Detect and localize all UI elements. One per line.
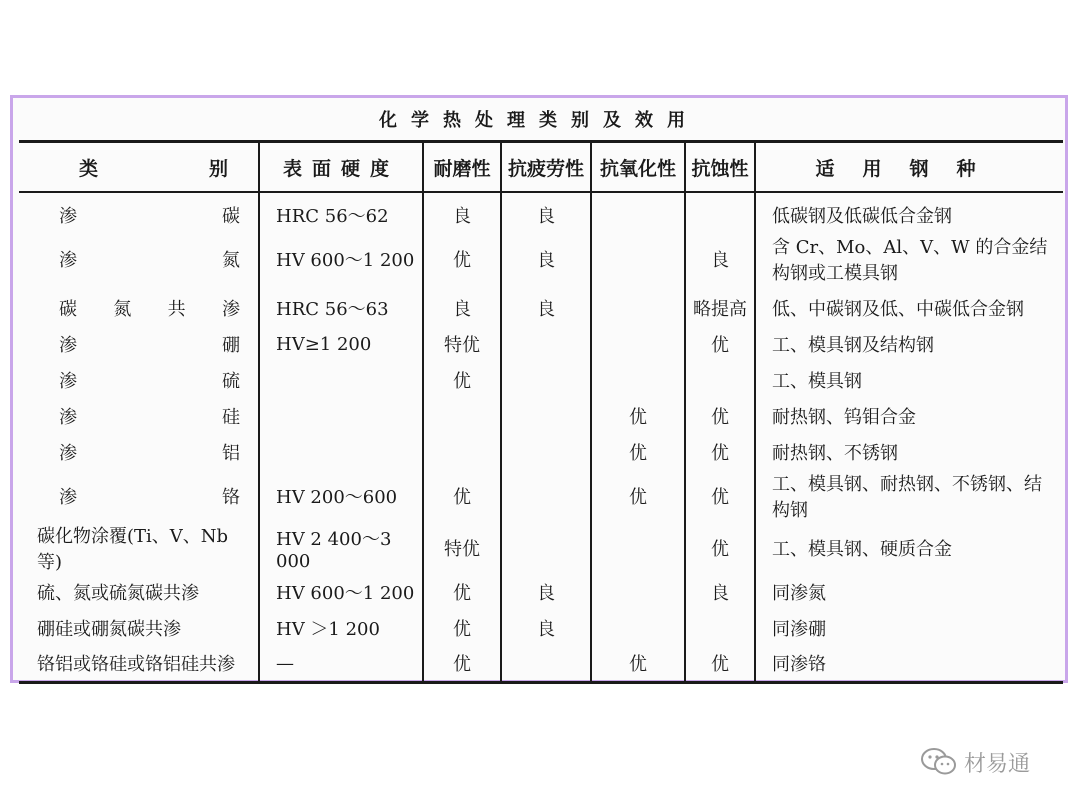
header-steel: 适用钢种 [755,142,1063,193]
cell-category: 碳化物涂覆(Ti、V、Nb等) [19,522,259,574]
watermark-text: 材易通 [964,751,1031,777]
cell-fatigue [501,326,591,362]
cell-oxidation [591,192,685,228]
cell-steel: 耐热钢、钨钼合金 [772,407,916,428]
cell-category: 渗铝 [19,434,259,470]
cell-oxidation: 优 [591,646,685,682]
cell-corrosion: 优 [685,398,755,434]
cell-corrosion [685,610,755,646]
header-oxidation: 抗氧化性 [591,142,685,193]
cell-wear: 良 [423,192,501,228]
cell-wear: 优 [423,610,501,646]
cell-steel: 含 Cr、Mo、Al、V、W 的合金结构钢或工模具钢 [772,237,1048,284]
cell-corrosion [685,362,755,398]
table-frame [10,95,1068,683]
cell-steel: 同渗硼 [772,619,826,640]
cell-wear: 优 [423,362,501,398]
cell-steel: 工、模具钢、耐热钢、不锈钢、结构钢 [772,474,1042,521]
cell-oxidation: 优 [591,398,685,434]
cell-hardness: HRC 56～62 [259,192,423,228]
cell-wear: 良 [423,290,501,326]
cell-wear [423,398,501,434]
cell-steel: 低碳钢及低碳低合金钢 [772,205,952,227]
cell-hardness [259,362,423,398]
cell-hardness: HRC 56～63 [259,290,423,326]
table-row [19,574,1063,610]
header-row [19,142,1063,193]
header-corrosion: 抗蚀性 [685,142,755,193]
header-wear: 耐磨性 [423,142,501,193]
cell-category: 渗硼 [19,326,259,362]
cell-category: 碳氮共渗 [19,290,259,326]
cell-corrosion [685,192,755,228]
cell-corrosion: 优 [685,646,755,682]
cell-corrosion: 略提高 [685,290,755,326]
cell-steel: 工、模具钢及结构钢 [772,335,934,356]
cell-corrosion: 良 [685,574,755,610]
cell-fatigue [501,362,591,398]
cell-wear: 优 [423,228,501,290]
cell-steel: 低、中碳钢及低、中碳低合金钢 [772,299,1024,320]
cell-steel: 耐热钢、不锈钢 [772,443,898,464]
cell-oxidation [591,326,685,362]
wechat-icon [920,747,958,777]
cell-wear [423,434,501,470]
cell-oxidation [591,610,685,646]
header-category: 类别 [19,142,259,193]
cell-hardness: HV 600～1 200 [259,228,423,290]
cell-fatigue [501,434,591,470]
cell-oxidation [591,522,685,574]
cell-hardness [259,434,423,470]
cell-wear: 特优 [423,522,501,574]
cell-fatigue [501,470,591,522]
cell-hardness: — [259,646,423,682]
table-row [19,522,1063,574]
cell-hardness: HV ＞1 200 [259,610,423,646]
cell-wear: 特优 [423,326,501,362]
cell-corrosion: 优 [685,434,755,470]
cell-wear: 优 [423,470,501,522]
cell-hardness [259,398,423,434]
cell-category: 硫、氮或硫氮碳共渗 [19,574,259,610]
cell-fatigue: 良 [501,574,591,610]
cell-corrosion: 良 [685,228,755,290]
cell-steel: 同渗氮 [772,583,826,604]
table-row [19,470,1063,522]
cell-category: 渗碳 [19,192,259,228]
cell-oxidation: 优 [591,470,685,522]
cell-corrosion: 优 [685,326,755,362]
table-row [19,326,1063,362]
cell-oxidation [591,290,685,326]
cell-category: 渗硅 [19,398,259,434]
cell-oxidation [591,228,685,290]
table-row [19,228,1063,290]
cell-oxidation [591,362,685,398]
cell-fatigue: 良 [501,290,591,326]
cell-steel: 工、模具钢 [772,371,862,392]
table-row [19,398,1063,434]
cell-fatigue [501,646,591,682]
cell-wear: 优 [423,646,501,682]
header-hardness: 表面硬度 [259,142,423,193]
table-row [19,192,1063,228]
cell-category: 渗氮 [19,228,259,290]
cell-category: 铬铝或铬硅或铬铝硅共渗 [19,646,259,682]
cell-category: 渗硫 [19,362,259,398]
cell-wear: 优 [423,574,501,610]
cell-fatigue [501,398,591,434]
cell-oxidation [591,574,685,610]
cell-category: 硼硅或硼氮碳共渗 [19,610,259,646]
cell-fatigue: 良 [501,610,591,646]
cell-fatigue: 良 [501,192,591,228]
table-row [19,362,1063,398]
cell-hardness: HV 200～600 [259,470,423,522]
table-row [19,610,1063,646]
table-title: 化学热处理类别及效用 [379,110,699,131]
cell-corrosion: 优 [685,522,755,574]
cell-corrosion: 优 [685,470,755,522]
table-row [19,290,1063,326]
cell-steel: 同渗铬 [755,646,1063,682]
table-row [19,646,1063,682]
header-fatigue: 抗疲劳性 [501,142,591,193]
cell-oxidation: 优 [591,434,685,470]
heat-treatment-table [19,140,1063,684]
cell-hardness: HV 2 400～3 000 [259,522,423,574]
cell-fatigue: 良 [501,228,591,290]
table-row [19,434,1063,470]
cell-fatigue [501,522,591,574]
cell-category: 渗铬 [19,470,259,522]
watermark [920,744,1030,780]
cell-hardness: HV≥1 200 [259,326,423,362]
cell-hardness: HV 600～1 200 [259,574,423,610]
cell-steel: 工、模具钢、硬质合金 [772,539,952,560]
